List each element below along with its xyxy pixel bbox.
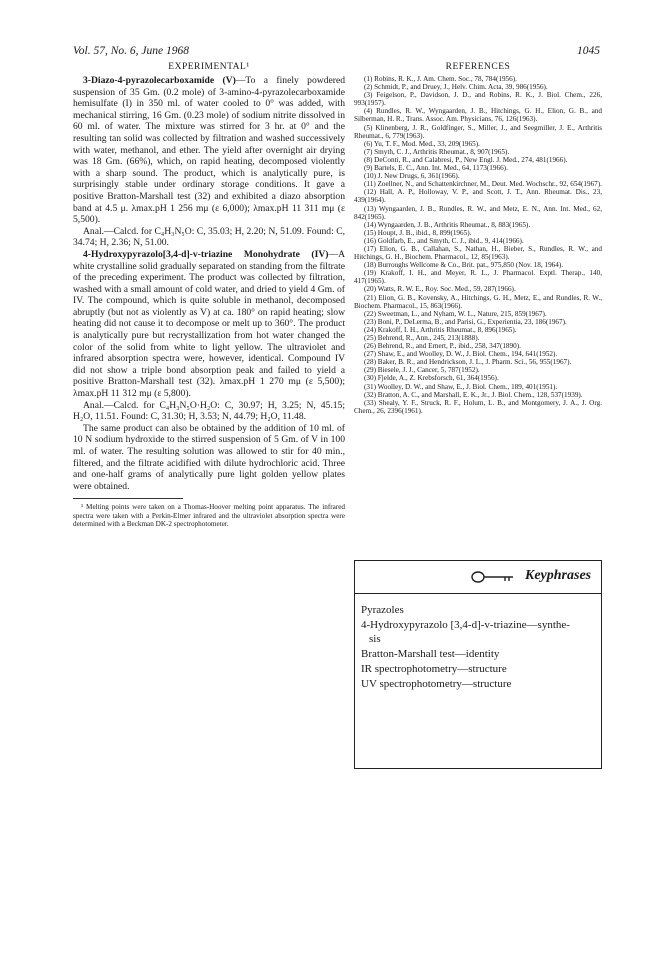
reference-item: (22) Sweetman, L., and Nyham, W. L., Nature, 215, 859(1967). bbox=[364, 309, 547, 318]
reference-item: (12) Hall, A. P., Holloway, V. P., and Scott, J. T., Ann. Rheumat. Dis., 23, 439(1964). bbox=[354, 188, 602, 205]
reference-item: (26) Behrend, R., and Ernert, P., ibid., 258, 347(1890). bbox=[364, 342, 521, 351]
paragraph-text: —To a finely powdered suspension of 35 Gm. (0.2 mole) of 3-amino-4-pyrazolecarboxamide hemisulfate (I) in 350 ml. of water cooled to 0° was added, with mechanical stirring, 16 Gm. (0.23 mole) of sodium nitrite dissolved in 60 ml. of water. The mixture was stirred for 3 hr. at 0° and the resulting tan solid was collected by filtration and washed successively with water, methanol, and ether. The yield after overnight air drying was 18 Gm. (66%), which, on rapid heating, decomposed violently with a sharp sound. The product, which is analytically pure, is surprisingly stable under ordinary storage conditions. It gave a positive Bratton-Marshall test (32) and exhibited a diazo absorption band at 4.5 μ. λmax.pH 1 256 mμ (ε 6,000); λmax.pH 11 311 mμ (ε 5,500). bbox=[73, 75, 346, 226]
references-column bbox=[354, 62, 602, 415]
reference-item: (28) Baker, B. R., and Hendrickson, J. L., J. Pharm. Sci., 56, 955(1967). bbox=[364, 358, 572, 367]
paragraph-analysis-iv bbox=[73, 400, 345, 423]
keyphrase-item bbox=[361, 603, 593, 617]
reference-item: (4) Rundles, R. W., Wyngaarden, J. B., Hitchings, G. H., Elion, G. B., and Silberman, H. R., Trans. Assoc. Am. Physicians, 76, 126(1963). bbox=[354, 107, 602, 124]
references-list bbox=[354, 75, 602, 415]
paragraph-text: —A white crystalline solid gradually separated on standing from the filtrate of the preceding experiment. The product was collected by filtration, washed with a small amount of cold water, and dried to yield 4 Gm. of IV. The compound, which is quite soluble in methanol, decomposed abruptly (but not as violently as V) at ca. 180° on rapid heating; slow heating did not cause it to decompose or melt up to 360°. The product is analytically pure but recrystallization from hot water changed the color of the solid from white to light yellow. The ultraviolet and infrared absorption spectra were, however, identical. Compound IV did not show a triple bond absorption peak and failed to yield a positive Bratton-Marshall test (32). λmax.pH 1 270 mμ (ε 5,500); λmax.pH 11 312 mμ (ε 5,800). bbox=[73, 248, 346, 400]
reference-item: (29) Biesele, J. J., Cancer, 5, 787(1952). bbox=[364, 366, 480, 375]
journal-issue-header: Vol. 57, No. 6, June 1968 bbox=[73, 45, 189, 57]
paragraph-text: The same product can also be obtained by the addition of 10 ml. of 10 N sodium hydroxide to the stirred suspension of 5 Gm. of V in 100 ml. of water. The resulting solution was allowed to stir for 40 min., filtered, and the filtrate acidified with dilute hydrochloric acid. Three and one-half grams of analytically pure light golden yellow plates were obtained. bbox=[73, 422, 345, 492]
keyphrase-item bbox=[361, 618, 593, 646]
paragraph-text: Anal.—Calcd. for C₄H₃N₅O: C, 35.03; H, 2.20; N, 51.09. Found: C, 34.74; H, 2.36; N, 51.00. bbox=[73, 225, 345, 249]
reference-item: (3) Feigelson, P., Davidson, J. D., and Robins, R. K., J. Biol. Chem., 226, 993(1957). bbox=[354, 91, 602, 108]
reference-item: (2) Schmidt, P., and Druey, J., Helv. Chim. Acta, 39, 986(1956). bbox=[364, 83, 548, 92]
keyphrase-text: IR spectrophotometry—structure bbox=[361, 663, 507, 675]
reference-item: (24) Krakoff, I. H., Arthritis Rheumat., 8, 896(1965). bbox=[364, 325, 517, 334]
reference-item: (9) Bartels, E. C., Ann. Int. Med., 64, 1173(1966). bbox=[364, 164, 508, 173]
reference-item: (31) Woolley, D. W., and Shaw, E., J. Biol. Chem., 189, 401(1951). bbox=[364, 382, 558, 391]
footnote-divider bbox=[73, 498, 183, 499]
paragraph-heading: 4-Hydroxypyrazolo[3,4-d]-v-triazine Monohydrate (IV) bbox=[83, 248, 329, 260]
reference-item: (20) Watts, R. W. E., Roy. Soc. Med., 59, 287(1966). bbox=[364, 285, 516, 294]
paragraph-text: Anal.—Calcd. for C₄H₃N₅O·H₂O: C, 30.97; H, 3.25; N, 45.15; H₂O, 11.51. Found: C, 31.30; H, 3.53; N, 44.79; H₂O, 11.48. bbox=[73, 399, 345, 423]
reference-item: (1) Robins, R. K., J. Am. Chem. Soc., 78, 784(1956). bbox=[364, 75, 517, 83]
reference-item: (11) Zoellner, N., and Schattenkirchner, M., Deut. Med. Wochschr., 92, 654(1967). bbox=[364, 180, 602, 189]
reference-item: (5) Klinenberg, J. R., Goldfinger, S., Miller, J., and Seegmiller, J. E., Arthritis Rheumat., 6, 779(1963). bbox=[354, 123, 602, 140]
reference-item: (6) Yu, T. F., Mod. Med., 33, 209(1965). bbox=[364, 139, 480, 148]
reference-item: (16) Goldfarb, E., and Smyth, C. J., ibid., 9, 414(1966). bbox=[364, 236, 524, 245]
reference-item: (25) Behrend, R., Ann., 245, 213(1888). bbox=[364, 334, 480, 342]
page-number: 1045 bbox=[577, 45, 600, 57]
reference-item: (14) Wyngaarden, J. B., Arthritis Rheumat., 8, 883(1965). bbox=[364, 220, 531, 229]
reference-item: (27) Shaw, E., and Woolley, D. W., J. Biol. Chem., 194, 641(1952). bbox=[364, 350, 558, 359]
keyphrases-box bbox=[354, 560, 602, 769]
paragraph-alternative-prep bbox=[73, 423, 345, 493]
keyphrase-text: 4-Hydroxypyrazolo [3,4-d]-v-triazine—synthe- bbox=[361, 619, 570, 631]
keyphrase-item bbox=[361, 647, 593, 661]
reference-item: (13) Wyngaarden, J. B., Rundles, R. W., and Metz, E. N., Ann. Int. Med., 62, 842(1965). bbox=[354, 204, 602, 221]
keyphrases-header bbox=[355, 561, 601, 594]
paragraph-analysis-v bbox=[73, 226, 345, 249]
paragraph-heading: 3-Diazo-4-pyrazolecarboxamide (V) bbox=[83, 75, 236, 86]
keyphrase-item bbox=[361, 662, 593, 676]
experimental-section-title: EXPERIMENTAL¹ bbox=[168, 62, 250, 72]
reference-item: (8) DeConti, R., and Calabresi, P., New Engl. J. Med., 274, 481(1966). bbox=[364, 155, 568, 164]
reference-item: (7) Smyth, C. J., Arthritis Rheumat., 8, 907(1965). bbox=[364, 147, 510, 156]
reference-item: (32) Bratton, A. C., and Marshall, E. K., Jr., J. Biol. Chem., 128, 537(1939). bbox=[364, 390, 583, 399]
footnote: ¹ Melting points were taken on a Thomas-Hoover melting point apparatus. The infrared spectra were taken with a Perkin-Elmer infrared and the ultraviolet absorption spectra were determined with a Beckman DK-2 spectrophotometer. bbox=[73, 503, 345, 529]
keyphrase-continuation: sis bbox=[369, 633, 381, 645]
keyphrase-text: Bratton-Marshall test—identity bbox=[361, 648, 500, 660]
keyphrases-title: Keyphrases bbox=[525, 568, 592, 583]
key-icon bbox=[471, 570, 515, 584]
keyphrases-list bbox=[361, 603, 593, 692]
reference-item: (19) Krakoff, I. H., and Meyer, R. L., J. Pharmacol. Exptl. Therap., 140, 417(1965). bbox=[354, 269, 602, 286]
reference-item: (30) Fjelde, A., Z. Krebsforsch, 61, 364(1956). bbox=[364, 374, 499, 383]
experimental-body bbox=[73, 75, 345, 492]
reference-item: (10) J. New Drugs, 6, 361(1966). bbox=[364, 172, 460, 181]
reference-item: (33) Shealy, Y. F., Struck, R. F., Holum, L. B., and Montgomery, J. A., J. Org. Chem., 26, 2396(1961). bbox=[354, 398, 602, 415]
reference-item: (23) Boni, P., DeLerma, B., and Parisi, G., Experientia, 23, 186(1967). bbox=[364, 317, 567, 326]
keyphrase-item bbox=[361, 677, 593, 691]
reference-item: (18) Burroughs Wellcome & Co., Brit. pat., 975,850 (Nov. 18, 1964). bbox=[364, 261, 564, 270]
keyphrase-text: Pyrazoles bbox=[361, 604, 404, 616]
references-section-title: REFERENCES bbox=[445, 62, 511, 72]
reference-item: (17) Elion, G. B., Callahan, S., Nathan, H., Bieber, S., Rundles, R. W., and Hitchings, G. H., Biochem. Pharmacol., 12, 85(1963). bbox=[354, 244, 602, 262]
paragraph-compound-v bbox=[73, 75, 345, 226]
reference-item: (15) Houpt, J. B., ibid., 8, 899(1965). bbox=[364, 228, 472, 237]
paragraph-compound-iv bbox=[73, 249, 345, 400]
reference-item: (21) Elion, G. B., Kovensky, A., Hitchings, G. H., Metz, E., and Rundles, R. W., Biochem. Pharmacol., 15, 863(1966). bbox=[354, 293, 602, 310]
keyphrase-text: UV spectrophotometry—structure bbox=[361, 678, 512, 690]
experimental-column bbox=[73, 62, 345, 529]
